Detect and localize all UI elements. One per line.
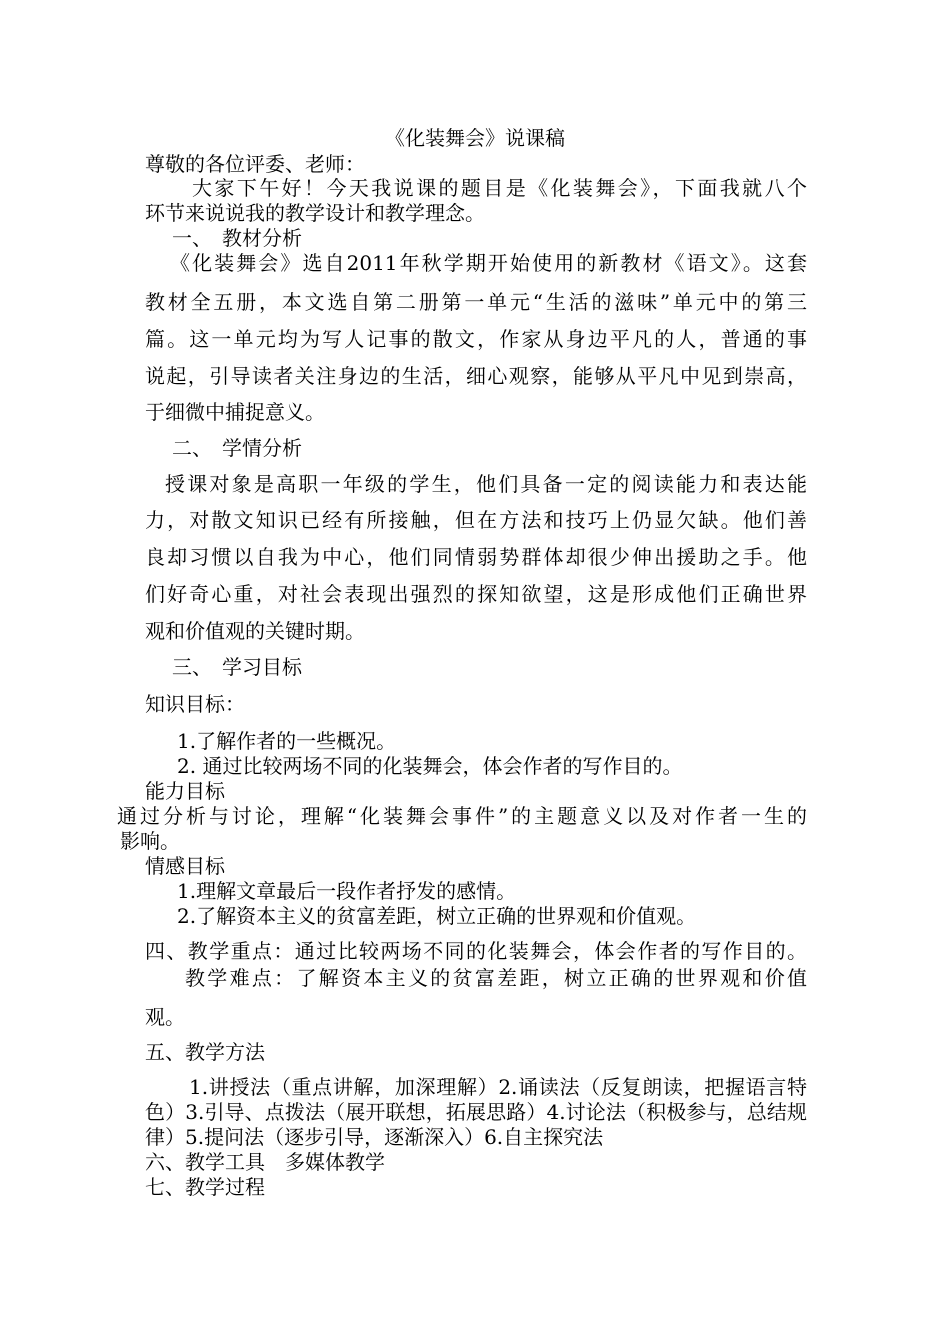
ability-goal-line-2: 影响。 <box>120 829 180 853</box>
section2-line-1: 授课对象是高职一年级的学生，他们具备一定的阅读能力和表达能 <box>165 472 807 496</box>
ability-goal-label: 能力目标 <box>145 779 225 803</box>
section1-line-2: 教材全五册，本文选自第二册第一单元“生活的滋味”单元中的第三 <box>145 290 807 314</box>
emotion-goal-item-2: 2.了解资本主义的贫富差距，树立正确的世界观和价值观。 <box>177 904 697 928</box>
section-heading-6: 六、教学工具 多媒体教学 <box>145 1150 385 1174</box>
intro-line-2: 环节来说说我的教学设计和教学理念。 <box>145 201 485 225</box>
teaching-difficulty-cont: 观。 <box>145 1005 185 1029</box>
section2-line-3: 良却习惯以自我为中心，他们同情弱势群体却很少伸出援助之手。他 <box>145 545 807 569</box>
section-heading-1: 一、 教材分析 <box>172 226 302 250</box>
section2-line-2: 力，对散文知识已经有所接触，但在方法和技巧上仍显欠缺。他们善 <box>145 508 807 532</box>
section1-line-5: 于细微中捕捉意义。 <box>145 400 325 424</box>
teaching-method-line-1: 1.讲授法（重点讲解，加深理解）2.诵读法（反复朗读，把握语言特 <box>189 1075 807 1099</box>
emotion-goal-item-1: 1.理解文章最后一段作者抒发的感情。 <box>177 879 517 903</box>
section1-line-3: 篇。这一单元均为写人记事的散文，作家从身边平凡的人，普通的事 <box>145 327 807 351</box>
section-heading-2: 二、 学情分析 <box>172 436 302 460</box>
section-heading-3: 三、 学习目标 <box>172 655 302 679</box>
section-heading-5: 五、教学方法 <box>145 1040 265 1064</box>
document-title: 《化装舞会》说课稿 <box>385 126 565 150</box>
section2-line-4: 们好奇心重，对社会表现出强烈的探知欲望，这是形成他们正确世界 <box>145 582 807 606</box>
emotion-goal-label: 情感目标 <box>145 854 225 878</box>
intro-line-1: 大家下午好！今天我说课的题目是《化装舞会》，下面我就八个 <box>192 176 807 200</box>
section1-line-1: 《化装舞会》选自2011年秋学期开始使用的新教材《语文》。这套 <box>170 251 807 275</box>
teaching-method-line-3: 律）5.提问法（逐步引导，逐渐深入）6.自主探究法 <box>145 1125 604 1149</box>
ability-goal-line-1: 通过分析与讨论，理解“化装舞会事件”的主题意义以及对作者一生的 <box>117 804 807 828</box>
greeting: 尊敬的各位评委、老师： <box>145 152 365 176</box>
section2-line-5: 观和价值观的关键时期。 <box>145 619 365 643</box>
knowledge-goal-item-1: 1.了解作者的一些概况。 <box>177 729 397 753</box>
teaching-key-point: 四、教学重点：通过比较两场不同的化装舞会，体会作者的写作目的。 <box>145 939 807 963</box>
teaching-difficulty: 教学难点：了解资本主义的贫富差距，树立正确的世界观和价值 <box>185 966 807 990</box>
teaching-method-line-2: 色）3.引导、点拨法（展开联想，拓展思路）4.讨论法（积极参与，总结规 <box>145 1100 807 1124</box>
knowledge-goal-label: 知识目标： <box>145 692 245 716</box>
section1-line-4: 说起，引导读者关注身边的生活，细心观察，能够从平凡中见到崇高， <box>145 364 807 388</box>
section-heading-7: 七、教学过程 <box>145 1175 265 1199</box>
knowledge-goal-item-2: 2. 通过比较两场不同的化装舞会，体会作者的写作目的。 <box>177 754 683 778</box>
